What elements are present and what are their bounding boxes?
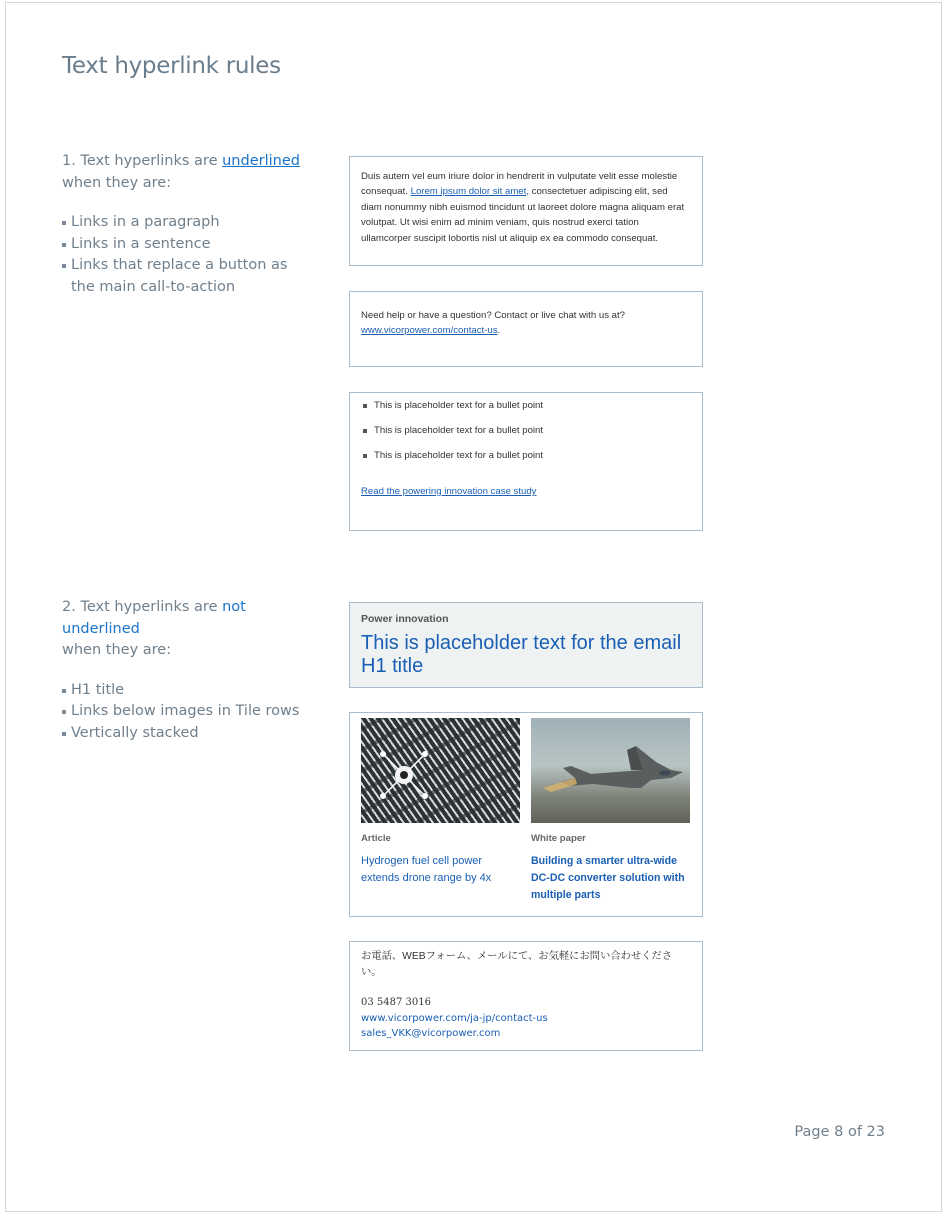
bullet-icon — [363, 454, 367, 458]
list-item: H1 title — [62, 680, 312, 702]
rule-2-list — [62, 680, 312, 745]
rule-2-text — [62, 597, 312, 744]
tile-category: White paper — [531, 833, 586, 844]
jp-contact-link[interactable]: www.vicorpower.com/ja-jp/contact-us — [361, 1012, 548, 1024]
page-title: Text hyperlink rules — [62, 53, 281, 79]
list-item: Links in a paragraph — [62, 212, 312, 234]
example-stacked-box — [349, 941, 703, 1051]
tile-category: Article — [361, 833, 391, 844]
list-item: Links below images in Tile rows — [62, 701, 312, 723]
page-number: Page 8 of 23 — [794, 1124, 885, 1140]
rule-1-suffix: when they are: — [62, 174, 172, 191]
example-cta-box — [349, 392, 703, 531]
rule-2-suffix: when they are: — [62, 642, 172, 658]
list-item: Links in a sentence — [62, 234, 312, 256]
bullet-icon — [62, 732, 66, 736]
phone-number: 03 5487 3016 — [361, 997, 431, 1009]
cropped-text-line — [361, 941, 691, 949]
list-item: This is placeholder text for a bullet point — [361, 449, 691, 474]
drone-icon — [361, 718, 520, 823]
bullet-icon — [62, 243, 66, 247]
case-study-link[interactable]: Read the powering innovation case study — [361, 486, 537, 497]
tile-article — [361, 718, 520, 887]
rule-1-underlined-link[interactable]: underlined — [222, 153, 300, 169]
list-item: This is placeholder text for a bullet point — [361, 399, 691, 424]
bullet-icon — [62, 221, 66, 225]
example-paragraph-box: Duis autem vel eum iriure dolor in hendrerit in vulputate velit esse molestie consequat. Lorem ipsum dolor sit amet, consectetuer adipiscing elit, sed diam nonummy nibh euismod tincidunt ut laoreet dolore magna aliquam erat volutpat. Ut wisi enim ad minim veniam, quis nostrud exerci tation ullamcorper suscipit lobortis nisl ut aliquip ex ea commodo consequat. — [349, 156, 703, 266]
list-item: Links that replace a button as the main call-to-action — [62, 255, 312, 298]
jp-contact-line: お電話、WEBフォーム、メールにて、お気軽にお問い合わせください。 — [361, 951, 673, 978]
list-item: This is placeholder text for a bullet point — [361, 424, 691, 449]
bullet-icon — [62, 710, 66, 714]
fighter-jet-image — [531, 718, 690, 823]
example-h1-box — [349, 602, 703, 688]
tile-link[interactable]: Building a smarter ultra-wide DC-DC converter solution with multiple parts — [531, 855, 685, 901]
rule-2-not-underlined-link[interactable]: not underlined — [62, 599, 246, 637]
bullet-icon — [62, 689, 66, 693]
rule-1-prefix: 1. Text hyperlinks are — [62, 153, 223, 169]
sales-email-link[interactable]: sales_VKK@vicorpower.com — [361, 1028, 501, 1040]
rule-1-list — [62, 212, 312, 298]
bullet-icon — [363, 404, 367, 408]
example-tiles-box — [349, 712, 703, 917]
h1-title-link[interactable]: This is placeholder text for the email H1 title — [361, 632, 682, 677]
example-bullet-list — [361, 399, 691, 474]
contact-link[interactable]: www.vicorpower.com/contact-us — [361, 325, 498, 337]
document-page — [5, 2, 942, 1212]
tile-link[interactable]: Hydrogen fuel cell power extends drone range by 4x — [361, 855, 492, 884]
paragraph-link[interactable]: Lorem ipsum dolor sit amet — [410, 186, 527, 198]
rule-1-text — [62, 151, 312, 298]
rule-2-prefix: 2. Text hyperlinks are — [62, 599, 223, 615]
example-sentence-box: Need help or have a question? Contact or live chat with us at? www.vicorpower.com/contact-us. — [349, 291, 703, 367]
bullet-icon — [363, 429, 367, 433]
jet-icon — [531, 718, 690, 823]
list-item: Vertically stacked — [62, 723, 312, 745]
h1-eyebrow: Power innovation — [361, 613, 449, 625]
tile-white-paper — [531, 718, 690, 904]
bullet-icon — [62, 264, 66, 268]
drone-solar-image — [361, 718, 520, 823]
